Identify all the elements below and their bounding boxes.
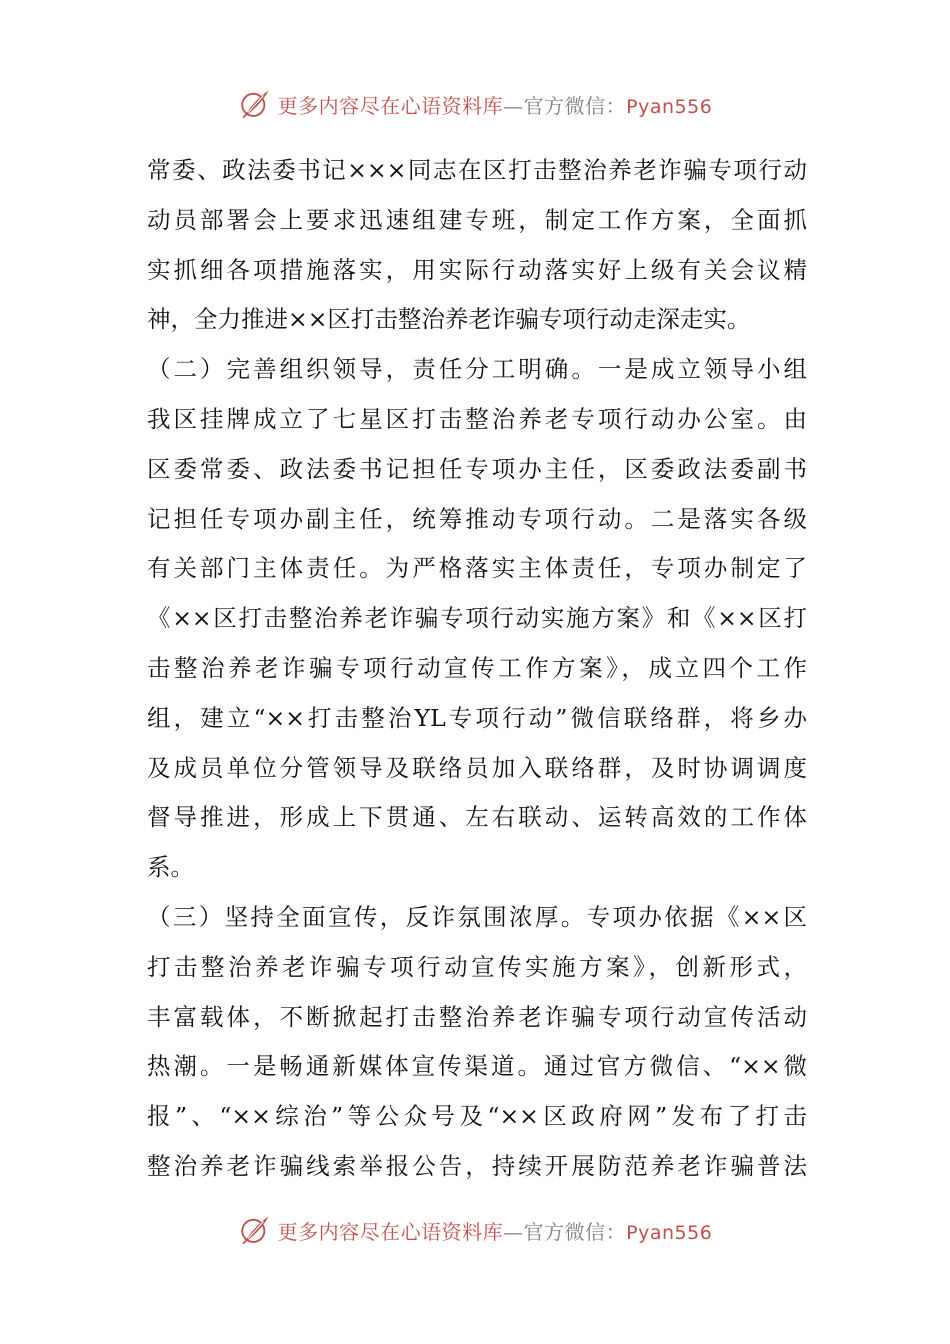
text-line: （二）完善组织领导，责任分工明确。一是成立领导小组 bbox=[147, 355, 807, 384]
watermark-main: 更多内容尽在心语资料库 bbox=[277, 1219, 504, 1244]
watermark-text bbox=[278, 90, 713, 119]
footer-watermark bbox=[0, 1210, 950, 1250]
text-line: 及成员单位分管领导及联络员加入联络群，及时协调调度 bbox=[147, 753, 807, 782]
quill-pen-in-circle-icon bbox=[238, 1213, 272, 1247]
text-line: 系。 bbox=[147, 853, 194, 882]
text-line: 有关部门主体责任。为严格落实主体责任，专项办制定了 bbox=[147, 554, 807, 583]
watermark-id: Pyan556 bbox=[626, 95, 713, 118]
text-line: （三）坚持全面宣传，反诈氛围浓厚。专项办依据《××区 bbox=[147, 902, 807, 931]
text-line: 丰富载体，不断掀起打击整治养老诈骗专项行动宣传活动 bbox=[147, 1002, 807, 1031]
text-line: 《××区打击整治养老诈骗专项行动实施方案》和《××区打 bbox=[147, 604, 807, 633]
text-line: 区委常委、政法委书记担任专项办主任，区委政法委副书 bbox=[147, 454, 807, 483]
text-line: 报”、“××综治”等公众号及“××区政府网”发布了打击 bbox=[147, 1102, 807, 1131]
text-line: 常委、政法委书记×××同志在区打击整治养老诈骗专项行动 bbox=[147, 156, 807, 184]
text-line: 组，建立“××打击整治YL专项行动”微信联络群，将乡办 bbox=[147, 703, 807, 732]
text-line: 打击整治养老诈骗专项行动宣传实施方案》，创新形式， bbox=[147, 952, 807, 981]
watermark-id: Pyan556 bbox=[626, 1221, 713, 1244]
text-line: 神，全力推进××区打击整治养老诈骗专项行动走深走实。 bbox=[147, 305, 751, 334]
text-line: 我区挂牌成立了七星区打击整治养老专项行动办公室。由 bbox=[147, 404, 807, 433]
text-line: 击整治养老诈骗专项行动宣传工作方案》，成立四个工作 bbox=[147, 653, 807, 682]
watermark-text bbox=[278, 1216, 713, 1245]
watermark-dash: — bbox=[503, 1219, 524, 1244]
watermark-tail: 官方微信： bbox=[523, 93, 627, 118]
text-line: 动员部署会上要求迅速组建专班，制定工作方案，全面抓 bbox=[147, 205, 807, 234]
text-line: 记担任专项办副主任，统筹推动专项行动。二是落实各级 bbox=[147, 504, 807, 533]
watermark-tail: 官方微信： bbox=[523, 1219, 627, 1244]
text-line: 实抓细各项措施落实，用实际行动落实好上级有关会议精 bbox=[147, 255, 807, 284]
document-body bbox=[147, 146, 807, 1192]
text-line: 热潮。一是畅通新媒体宣传渠道。通过官方微信、“××微 bbox=[147, 1052, 807, 1081]
quill-pen-in-circle-icon bbox=[238, 87, 272, 121]
header-watermark bbox=[0, 84, 950, 124]
text-line: 整治养老诈骗线索举报公告，持续开展防范养老诈骗普法 bbox=[147, 1151, 807, 1180]
watermark-main: 更多内容尽在心语资料库 bbox=[277, 93, 504, 118]
watermark-dash: — bbox=[503, 93, 524, 118]
text-line: 督导推进，形成上下贯通、左右联动、运转高效的工作体 bbox=[147, 803, 807, 832]
